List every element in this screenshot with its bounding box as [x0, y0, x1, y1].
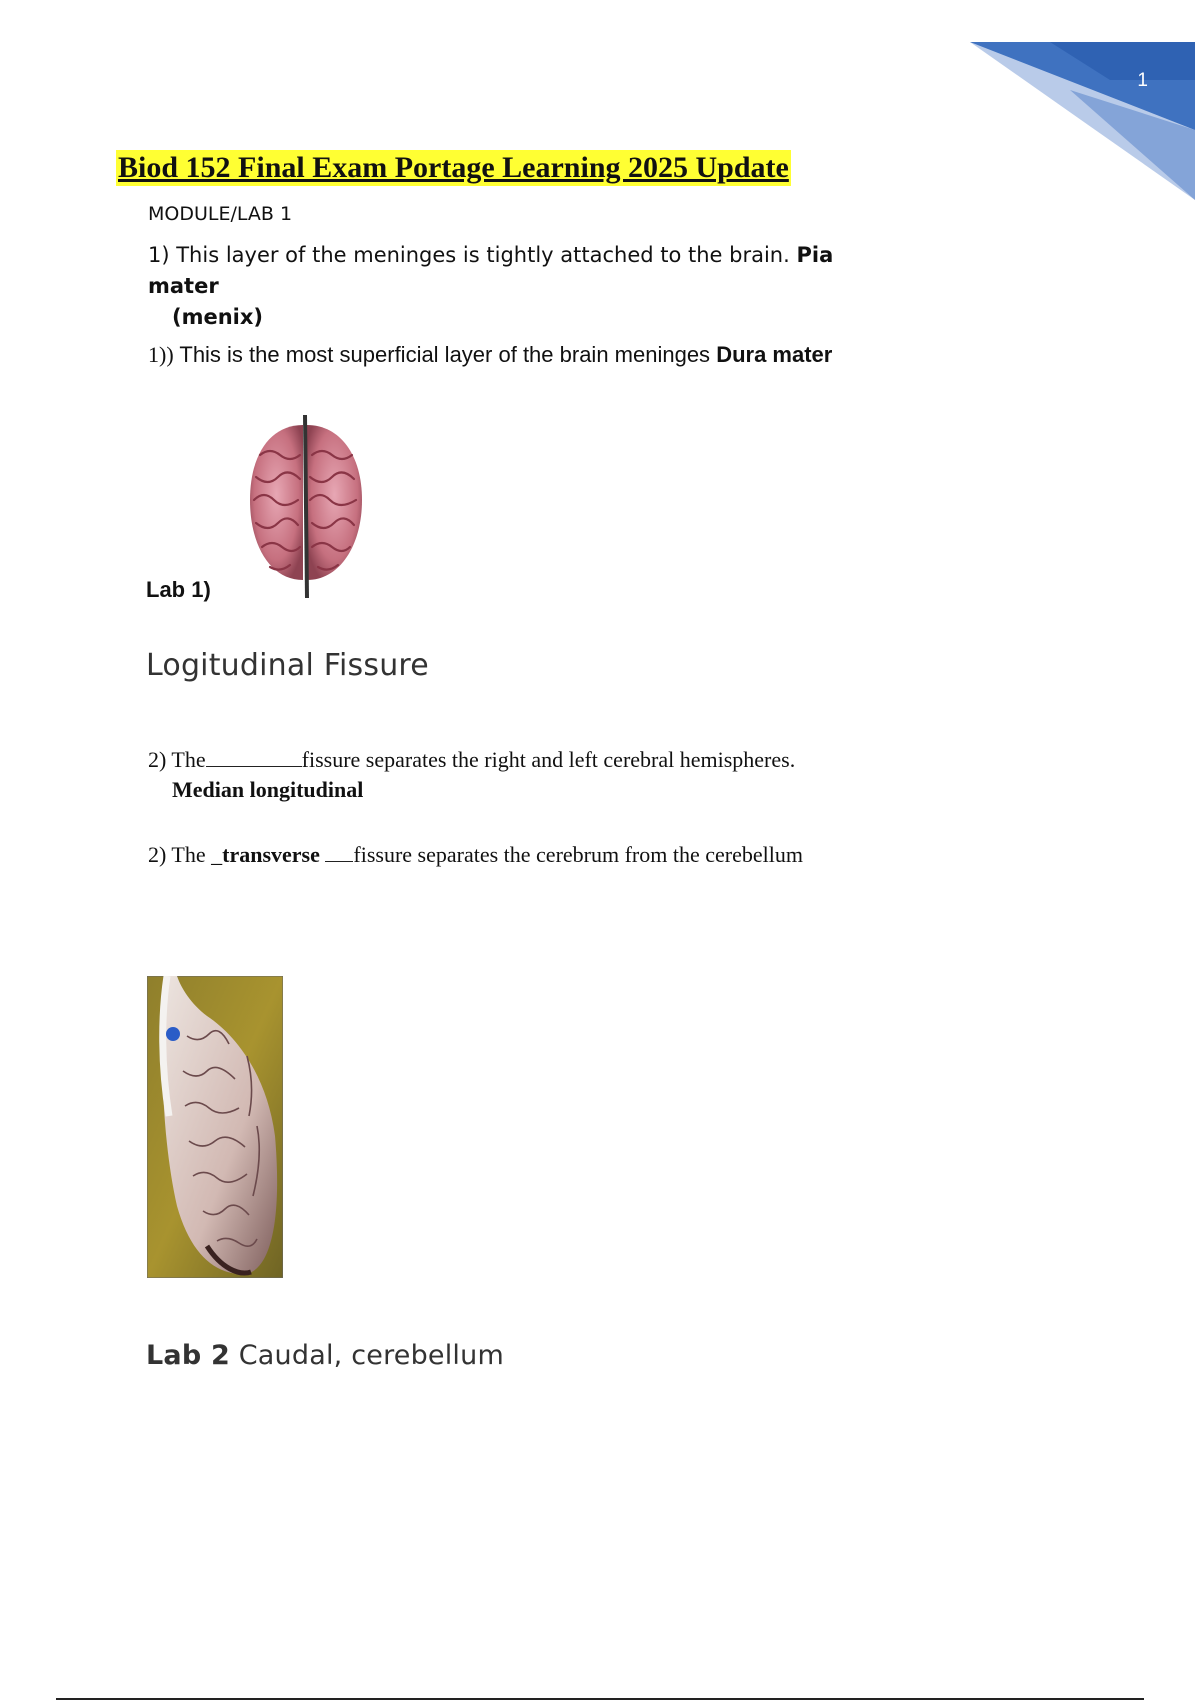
- question-2a-start: 2) The: [148, 747, 206, 772]
- question-1a-answer-cont: (menix): [172, 305, 264, 329]
- question-1b-answer: Dura mater: [716, 342, 833, 367]
- module-heading: MODULE/LAB 1: [148, 203, 293, 225]
- question-2b-blank: [325, 861, 353, 862]
- document-title: Biod 152 Final Exam Portage Learning 2025 Update: [118, 151, 789, 184]
- question-2b-answer: transverse: [222, 842, 320, 867]
- lab-1-label: Lab 1): [146, 577, 211, 602]
- page-number: 1: [1137, 70, 1148, 91]
- brain-side-view-icon: [147, 976, 283, 1278]
- question-2b-end: fissure separates the cerebrum from the cerebellum: [353, 842, 803, 867]
- corner-decoration: [960, 0, 1200, 220]
- question-1b: [148, 342, 832, 368]
- question-2a-answer: Median longitudinal: [172, 777, 364, 802]
- question-1a-text: 1) This layer of the meninges is tightly attached to the brain.: [148, 243, 790, 267]
- question-2a: [148, 745, 795, 805]
- lab-1-answer: Logitudinal Fissure: [146, 648, 429, 683]
- question-1a-answer: Pia mater: [148, 243, 834, 298]
- question-2b-start: 2) The: [148, 842, 206, 867]
- lab-2-caption: [146, 1340, 504, 1371]
- question-1b-prefix: 1)): [148, 342, 174, 367]
- lab-2-answer: Caudal, cerebellum: [238, 1340, 504, 1371]
- question-2a-end: fissure separates the right and left cerebral hemispheres.: [301, 747, 796, 772]
- question-1a: [148, 240, 908, 333]
- question-2b-underscore: _: [211, 842, 223, 867]
- question-1b-text: This is the most superficial layer of the brain meninges: [179, 342, 711, 367]
- brain-top-view-icon: [240, 415, 370, 600]
- question-2b: [148, 842, 803, 868]
- lab-2-label: Lab 2: [146, 1340, 230, 1371]
- question-2a-blank: [206, 766, 302, 767]
